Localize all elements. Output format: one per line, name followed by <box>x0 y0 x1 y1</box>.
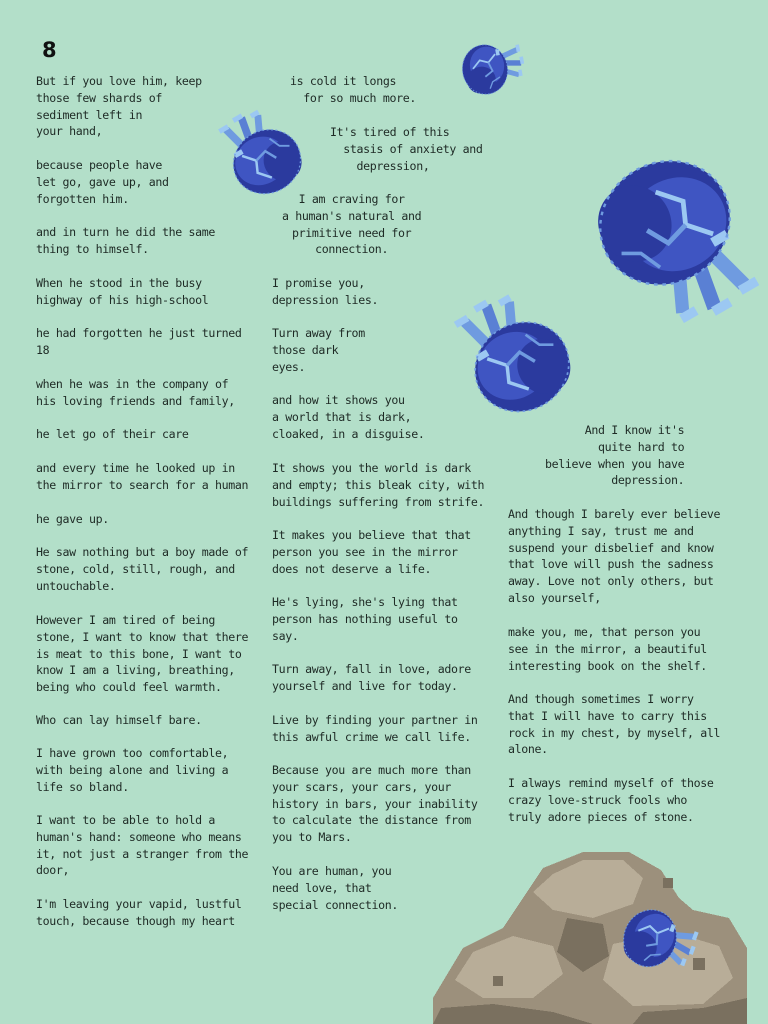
poem-paragraph: But if you love him, keep those few shards of sediment left in your hand, <box>36 74 202 139</box>
poem-paragraph: He saw nothing but a boy made of stone, cold, still, rough, and untouchable. <box>36 545 249 593</box>
poem-paragraph: he gave up. <box>36 512 109 526</box>
pixel-heart-icon <box>596 880 704 972</box>
poem-paragraph: and how it shows you a world that is dark, cloaked, in a disguise. <box>272 393 425 441</box>
poem-paragraph: I promise you, depression lies. <box>272 276 379 307</box>
poem-paragraph: is cold it longs for so much more. <box>290 74 416 105</box>
poem-paragraph: It shows you the world is dark and empty; this bleak city, with buildings suffering from strife. <box>272 461 485 509</box>
poem-paragraph: I'm leaving your vapid, lustful touch, because though my heart <box>36 897 242 928</box>
page-number: 8 <box>42 38 57 62</box>
poem-paragraph: Turn away from those dark eyes. <box>272 326 365 374</box>
poem-paragraph: However I am tired of being stone, I want to know that there is meat to this bone, I want to know I am a living, breathing, being who could feel warmth. <box>36 613 249 695</box>
poem-paragraph: I am craving for a human's natural and primitive need for connection. <box>282 192 422 257</box>
poem-paragraph: Who can lay himself bare. <box>36 713 202 727</box>
poem-paragraph: Live by finding your partner in this awful crime we call life. <box>272 713 478 744</box>
pixel-heart-icon <box>446 275 598 420</box>
poem-paragraph: he let go of their care <box>36 427 189 441</box>
poem-paragraph: And though sometimes I worry that I will have to carry this rock in my chest, by myself, all alone. <box>508 692 721 757</box>
poem-paragraph: I always remind myself of those crazy love-struck fools who truly adore pieces of stone. <box>508 776 714 824</box>
poem-paragraph: You are human, you need love, that special connection. <box>272 864 398 912</box>
pixel-heart-icon <box>212 92 322 202</box>
poem-paragraph: make you, me, that person you see in the mirror, a beautiful interesting book on the shelf. <box>508 625 707 673</box>
poem-paragraph: he had forgotten he just turned 18 <box>36 326 242 357</box>
poem-paragraph: And I know it's quite hard to believe when you have depression. <box>545 423 685 488</box>
poem-paragraph: I want to be able to hold a human's hand: someone who means it, not just a stranger from the door, <box>36 813 249 878</box>
poem-paragraph: Because you are much more than your scars, your cars, your history in bars, your inability to calculate the distance from you to Mars. <box>272 763 478 845</box>
poem-paragraph: And though I barely ever believe anything I say, trust me and suspend your disbelief and know that love will push the sadness away. Love not only others, but also yourself, <box>508 507 721 605</box>
poem-paragraph: and in turn he did the same thing to himself. <box>36 225 216 256</box>
poem-paragraph: When he stood in the busy highway of his high-school <box>36 276 209 307</box>
pixel-heart-icon <box>570 100 760 295</box>
pixel-heart-icon <box>430 22 540 97</box>
poem-paragraph: He's lying, she's lying that person has nothing useful to say. <box>272 595 458 643</box>
poem-paragraph: Turn away, fall in love, adore yourself and live for today. <box>272 662 471 693</box>
poem-paragraph: and every time he looked up in the mirror to search for a human <box>36 461 249 492</box>
poem-paragraph: when he was in the company of his loving friends and family, <box>36 377 235 408</box>
poem-paragraph: It makes you believe that that person you see in the mirror does not deserve a life. <box>272 528 471 576</box>
poem-paragraph: It's tired of this stasis of anxiety and depression, <box>330 125 483 173</box>
poem-paragraph: because people have let go, gave up, and forgotten him. <box>36 158 169 206</box>
poem-paragraph: I have grown too comfortable, with being alone and living a life so bland. <box>36 746 229 794</box>
